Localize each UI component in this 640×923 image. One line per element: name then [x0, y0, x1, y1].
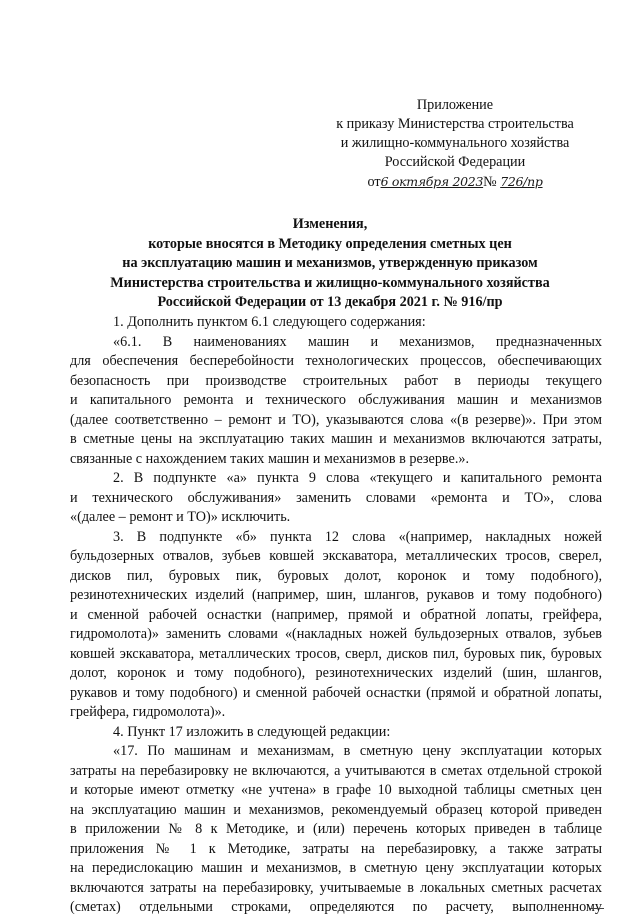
date-prefix: от [367, 174, 381, 190]
title-line: Российской Федерации от 13 декабря 2021 г. № 916/пр [157, 294, 503, 311]
appendix-header [330, 96, 580, 192]
body-text-line: в сметные цены на эксплуатацию таких машин и механизмов включаются затраты, [70, 431, 602, 447]
handwritten-date: 6 октября 2023 [380, 174, 484, 189]
body-text-line: и капитального ремонта и технического обслуживания машин и механизмов [70, 392, 602, 408]
body-text-line: связанные с нахождением таких машин и механизмов в резерве.». [70, 450, 470, 467]
body-text-line: дисков пил, буровых пик, буровых долот, коронок и тому подобного), [70, 567, 602, 584]
body-text-line: «(далее – ремонт и ТО)» исключить. [70, 509, 291, 525]
body-text-line: и технического обслуживания» заменить словами «ремонта и ТО», слова [70, 489, 602, 506]
body-text-line: включаются затраты на перебазировку, учитываемые в локальных сметных расчетах [70, 879, 602, 896]
body-text-line: «17. По машинам и механизмам, в сметную цену эксплуатации которых [113, 743, 602, 759]
body-text-line: безопасность при производстве строительных работ в периоды текущего [70, 372, 602, 389]
body-text-line: в приложении № 8 к Методике, и (или) перечень которых приведен в таблице [70, 821, 602, 837]
number-sign: № [483, 174, 497, 190]
title-line: Изменения, [292, 216, 368, 232]
body-text-line: 2. В подпункте «а» пункта 9 слова «текущего и капитального ремонта [113, 470, 602, 486]
body-text-line: бульдозерных отвалов, зубьев ковшей экскаватора, металлических тросов, сверел, [70, 548, 602, 564]
appendix-ministry-line: и жилищно-коммунального хозяйства [340, 135, 570, 151]
title-line: на эксплуатацию машин и механизмов, утвержденную приказом [122, 255, 538, 272]
body-text-line: долот, коронок и тому подобного), резинотехнических изделий (шин, шлангов, [70, 665, 602, 681]
body-text-line: приложения № 1 к Методике, затраты на перебазировку, а также затраты [70, 840, 602, 857]
body-text-line: на эксплуатацию машин и механизмов, рекомендуемый образец которой приведен [70, 801, 602, 818]
body-text-line: гидромолота)» заменить словами «(накладных ножей бульдозерных отвалов, зубьев [70, 626, 602, 642]
body-text-line: и сменной рабочей оснастки (например, прямой и обратной лопаты, грейфера, [70, 606, 602, 623]
body-text-line: (далее соответственно – ремонт и ТО), указываются слова «(в резерве)». При этом [70, 411, 602, 428]
body-text-line: резинотехнических изделий (например, шин, шлангов, рукавов и тому подобного) [70, 587, 602, 603]
document-title [40, 215, 620, 313]
handwritten-number: 726/пр [500, 174, 543, 189]
title-line: Министерства строительства и жилищно-коммунального хозяйства [110, 274, 550, 291]
body-text-line: 4. Пункт 17 изложить в следующей редакции: [113, 723, 391, 740]
body-text-line: рукавов и тому подобного) и сменной рабочей оснастки (прямой и обратной лопаты, [70, 684, 602, 701]
body-text-line: на передислокацию машин и механизмов, в сметную цену эксплуатации которых [70, 860, 602, 876]
title-line: которые вносятся в Методику определения сметных цен [148, 235, 512, 252]
body-text-line: (сметах) отдельными строками, определяются по расчету, выполненному [70, 899, 602, 915]
body-text-line: 3. В подпункте «б» пункта 12 слова «(например, накладных ножей [113, 528, 602, 545]
document-body [70, 313, 602, 918]
appendix-date-line [330, 172, 580, 192]
body-text-line: и которые имеют отметку «не учтена» в графе 10 выходной таблицы сметных цен [70, 782, 602, 798]
appendix-label: Приложение [416, 97, 494, 113]
body-text-line: для обеспечения бесперебойности технологических процессов, обеспечивающих [70, 353, 602, 369]
body-text-line: грейфера, гидромолота)». [70, 704, 226, 720]
body-text-line: «6.1. В наименованиях машин и механизмов, предназначенных [113, 333, 602, 350]
body-text-line: 1. Дополнить пунктом 6.1 следующего содержания: [113, 314, 426, 330]
page-edge-mark [590, 908, 604, 919]
appendix-country-line: Российской Федерации [384, 154, 526, 170]
body-text-line: затраты на перебазировку не включаются, а учитываются в сметах отдельной строкой [70, 762, 602, 779]
body-text-line: ковшей экскаватора, металлических тросов, сверл, дисков пил, буровых пик, буровых [70, 645, 602, 662]
appendix-order-line: к приказу Министерства строительства [336, 116, 574, 132]
